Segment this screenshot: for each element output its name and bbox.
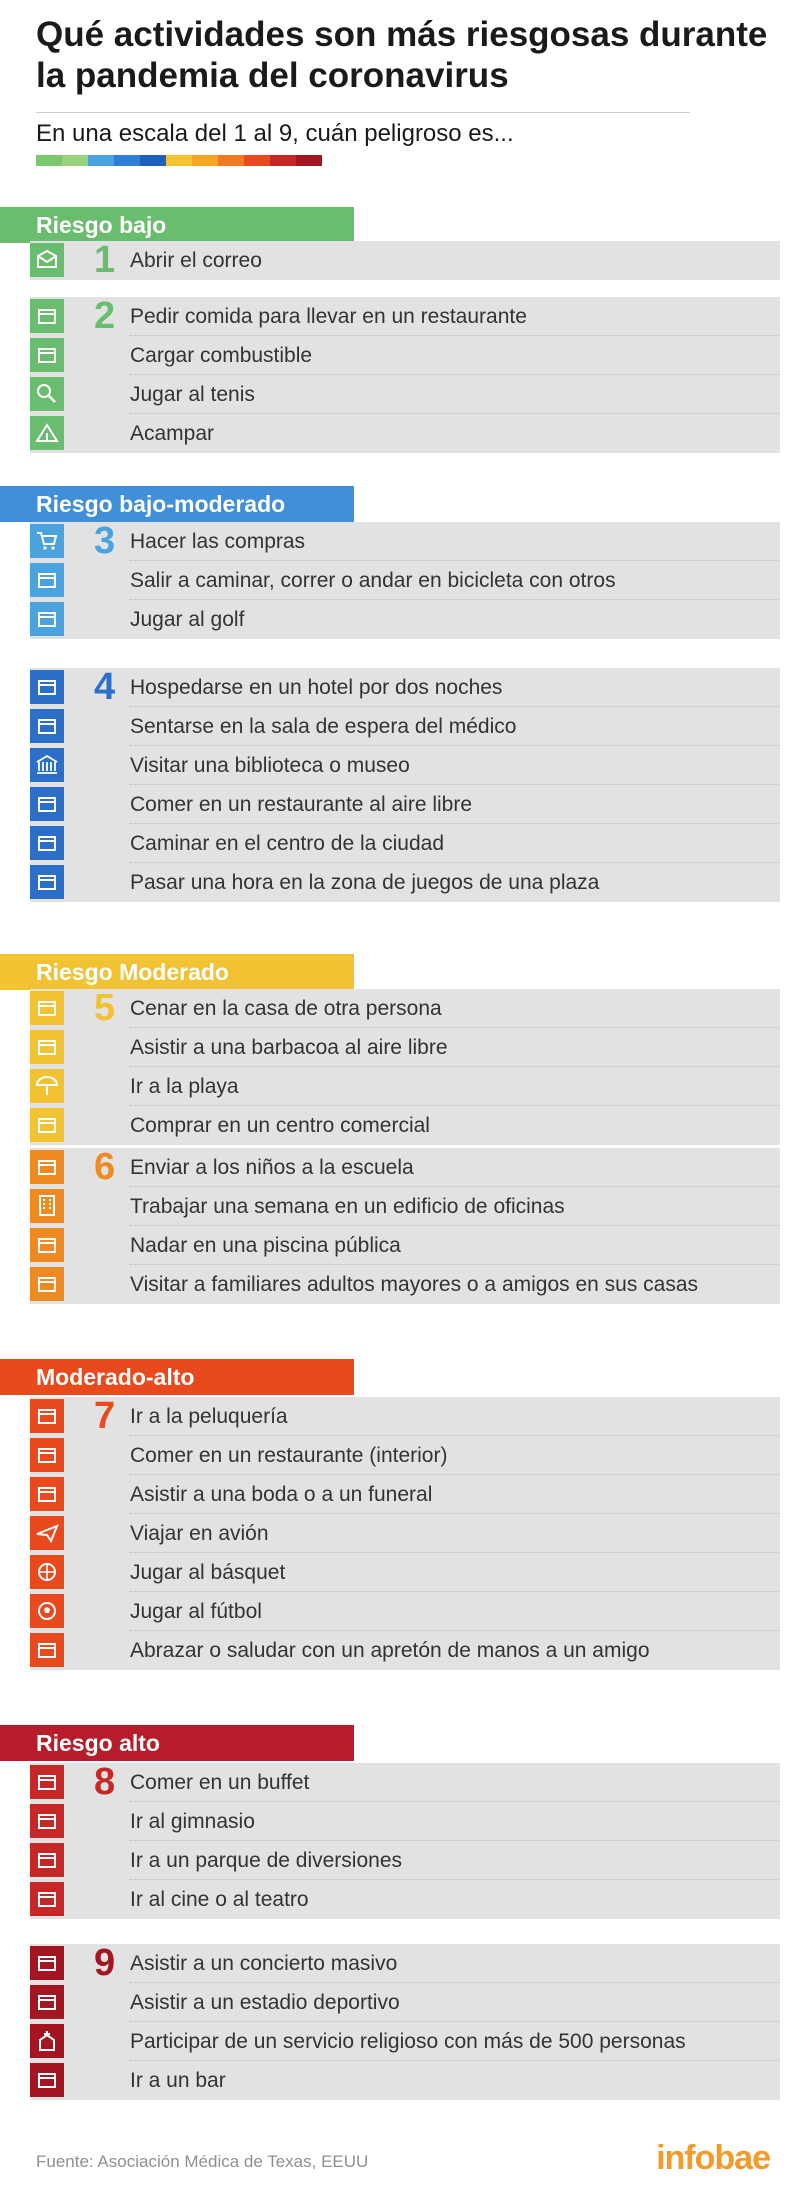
activity-icon-box [30,1882,64,1916]
page-title: Qué actividades son más riesgosas durante la pandemia del coronavirus [36,15,768,95]
list-item [30,1983,780,2022]
activity-label: Ir a la peluquería [130,1405,288,1428]
shopping-bags-icon [34,1112,60,1138]
risk-level-number: 7 [94,1395,116,1437]
activity-label: Asistir a un estadio deportivo [130,1991,400,2014]
list-item [30,375,780,414]
list-item [30,1553,780,1592]
activity-icon-box [30,1633,64,1667]
risk-level-number: 3 [94,520,116,562]
activity-icon-box [30,524,64,558]
scale-swatch [296,155,322,166]
soccer-icon [34,1598,60,1624]
restaurant-icon [34,303,60,329]
section-header: Riesgo Moderado [0,954,354,990]
section-header: Moderado-alto [0,1359,354,1395]
swimmer-icon [34,1232,60,1258]
list-item [30,1106,780,1145]
buffet-icon [34,1769,60,1795]
list-item [30,989,780,1028]
fuel-pump-icon [34,342,60,368]
activity-label: Asistir a un concierto masivo [130,1952,398,1975]
list-item [30,1187,780,1226]
list-item [30,1028,780,1067]
handshake-icon [34,1637,60,1663]
activity-label: Cenar en la casa de otra persona [130,997,442,1020]
activity-icon-box [30,1804,64,1838]
list-item [30,707,780,746]
activity-icon-box [30,991,64,1025]
list-item [30,414,780,453]
activity-icon-box [30,2063,64,2097]
list-item [30,1226,780,1265]
activity-icon-box [30,787,64,821]
list-item [30,1841,780,1880]
activity-label: Enviar a los niños a la escuela [130,1156,414,1179]
scale-swatch [270,155,296,166]
stadium-icon [34,1989,60,2015]
list-item [30,746,780,785]
risk-level-number: 2 [94,295,116,337]
activity-icon-box [30,2024,64,2058]
list-item [30,297,780,336]
mailbox-icon [34,247,60,273]
church-icon [34,2028,60,2054]
shopping-cart-icon [34,528,60,554]
concert-icon [34,1950,60,1976]
cinema-icon [34,1886,60,1912]
list-item [30,522,780,561]
golf-icon [34,606,60,632]
activity-icon-box [30,826,64,860]
scale-swatch [114,155,140,166]
basketball-icon [34,1559,60,1585]
beach-umbrella-icon [34,1073,60,1099]
risk-level-number: 5 [94,987,116,1029]
activity-label: Trabajar una semana en un edificio de oficinas [130,1195,565,1218]
risk-level-group [30,1944,780,2100]
activity-icon-box [30,1594,64,1628]
risk-color-scale [36,155,322,166]
list-item [30,1067,780,1106]
risk-level-number: 4 [94,666,116,708]
scale-swatch [140,155,166,166]
scale-swatch [166,155,192,166]
scale-swatch [244,155,270,166]
activity-label: Visitar a familiares adultos mayores o a amigos en sus casas [130,1273,699,1296]
activity-icon-box [30,865,64,899]
risk-level-number: 9 [94,1942,116,1984]
risk-level-group [30,297,780,453]
playground-icon [34,869,60,895]
elderly-visit-icon [34,1271,60,1297]
activity-icon-box [30,1555,64,1589]
risk-level-group [30,668,780,902]
office-building-icon [34,1193,60,1219]
risk-level-group [30,1763,780,1919]
list-item [30,1592,780,1631]
activity-label: Asistir a una boda o a un funeral [130,1483,433,1506]
activity-icon-box [30,1399,64,1433]
activity-icon-box [30,1516,64,1550]
activity-icon-box [30,1189,64,1223]
risk-level-group [30,241,780,280]
activity-label: Pedir comida para llevar en un restaurante [130,305,527,328]
section-header: Riesgo bajo [0,207,354,243]
hotel-icon [34,674,60,700]
activity-icon-box [30,748,64,782]
list-item [30,1880,780,1919]
activity-label: Comprar en un centro comercial [130,1114,430,1137]
list-item [30,1148,780,1187]
activity-icon-box [30,1108,64,1142]
wedding-icon [34,1481,60,1507]
list-item [30,1265,780,1304]
list-item [30,1397,780,1436]
activity-icon-box [30,1438,64,1472]
activity-icon-box [30,243,64,277]
activity-label: Jugar al golf [130,608,245,631]
runner-icon [34,567,60,593]
risk-level-group [30,989,780,1145]
list-item [30,1763,780,1802]
activity-label: Visitar una biblioteca o museo [130,754,410,777]
activity-icon-box [30,299,64,333]
activity-label: Ir al cine o al teatro [130,1888,309,1911]
list-item [30,1475,780,1514]
section-header: Riesgo bajo-moderado [0,486,354,522]
page-subtitle: En una escala del 1 al 9, cuán peligroso es... [36,120,514,147]
risk-level-group [30,1397,780,1670]
activity-icon-box [30,670,64,704]
activity-label: Salir a caminar, correr o andar en bicicleta con otros [130,569,616,592]
hairdresser-icon [34,1403,60,1429]
activity-label: Caminar en el centro de la ciudad [130,832,445,855]
activity-label: Asistir a una barbacoa al aire libre [130,1036,448,1059]
airplane-icon [34,1520,60,1546]
activity-label: Jugar al tenis [130,383,255,406]
scale-swatch [88,155,114,166]
activity-icon-box [30,1765,64,1799]
risk-level-group [30,522,780,639]
activity-label: Ir a un bar [130,2069,226,2092]
outdoor-dining-icon [34,791,60,817]
activity-icon-box [30,602,64,636]
list-item [30,1944,780,1983]
gym-icon [34,1808,60,1834]
activity-icon-box [30,1069,64,1103]
activity-icon-box [30,1477,64,1511]
list-item [30,863,780,902]
activity-label: Comer en un restaurante al aire libre [130,793,473,816]
activity-label: Abrir el correo [130,249,262,272]
title-divider [36,112,690,113]
list-item [30,600,780,639]
list-item [30,824,780,863]
scale-swatch [192,155,218,166]
activity-icon-box [30,338,64,372]
activity-label: Sentarse en la sala de espera del médico [130,715,517,738]
list-item [30,241,780,280]
list-item [30,336,780,375]
risk-level-number: 8 [94,1761,116,1803]
walking-person-icon [34,830,60,856]
activity-label: Ir al gimnasio [130,1810,255,1833]
list-item [30,2022,780,2061]
activity-label: Hacer las compras [130,530,306,553]
bar-icon [34,2067,60,2093]
activity-label: Comer en un restaurante (interior) [130,1444,448,1467]
activity-label: Ir a un parque de diversiones [130,1849,403,1872]
activity-label: Participar de un servicio religioso con más de 500 personas [130,2030,686,2053]
activity-label: Ir a la playa [130,1075,239,1098]
activity-icon-box [30,1985,64,2019]
activity-label: Viajar en avión [130,1522,269,1545]
risk-level-group [30,1148,780,1304]
activity-label: Pasar una hora en la zona de juegos de una plaza [130,871,600,894]
list-item [30,1631,780,1670]
activity-icon-box [30,563,64,597]
barbecue-icon [34,1034,60,1060]
section-header: Riesgo alto [0,1725,354,1761]
activity-label: Acampar [130,422,215,445]
dinner-table-icon [34,995,60,1021]
activity-label: Jugar al fútbol [130,1600,262,1623]
scale-swatch [62,155,88,166]
activity-icon-box [30,1150,64,1184]
activity-label: Abrazar o saludar con un apretón de manos a un amigo [130,1639,650,1662]
scale-swatch [218,155,244,166]
activity-label: Hospedarse en un hotel por dos noches [130,676,503,699]
list-item [30,1436,780,1475]
brand-logo: infobae [656,2139,770,2177]
activity-icon-box [30,1030,64,1064]
indoor-restaurant-icon [34,1442,60,1468]
activity-icon-box [30,1946,64,1980]
ferris-wheel-icon [34,1847,60,1873]
scale-swatch [36,155,62,166]
list-item [30,561,780,600]
activity-icon-box [30,1267,64,1301]
doctor-icon [34,713,60,739]
list-item [30,1802,780,1841]
school-children-icon [34,1154,60,1180]
activity-label: Comer en un buffet [130,1771,310,1794]
risk-level-number: 1 [94,239,116,281]
activity-icon-box [30,416,64,450]
activity-label: Cargar combustible [130,344,313,367]
risk-level-number: 6 [94,1146,116,1188]
activity-icon-box [30,1843,64,1877]
museum-icon [34,752,60,778]
activity-icon-box [30,1228,64,1262]
list-item [30,668,780,707]
list-item [30,785,780,824]
tennis-icon [34,381,60,407]
list-item [30,2061,780,2100]
tent-icon [34,420,60,446]
activity-label: Jugar al básquet [130,1561,286,1584]
source-note: Fuente: Asociación Médica de Texas, EEUU [36,2152,369,2171]
activity-label: Nadar en una piscina pública [130,1234,401,1257]
activity-icon-box [30,377,64,411]
activity-icon-box [30,709,64,743]
list-item [30,1514,780,1553]
